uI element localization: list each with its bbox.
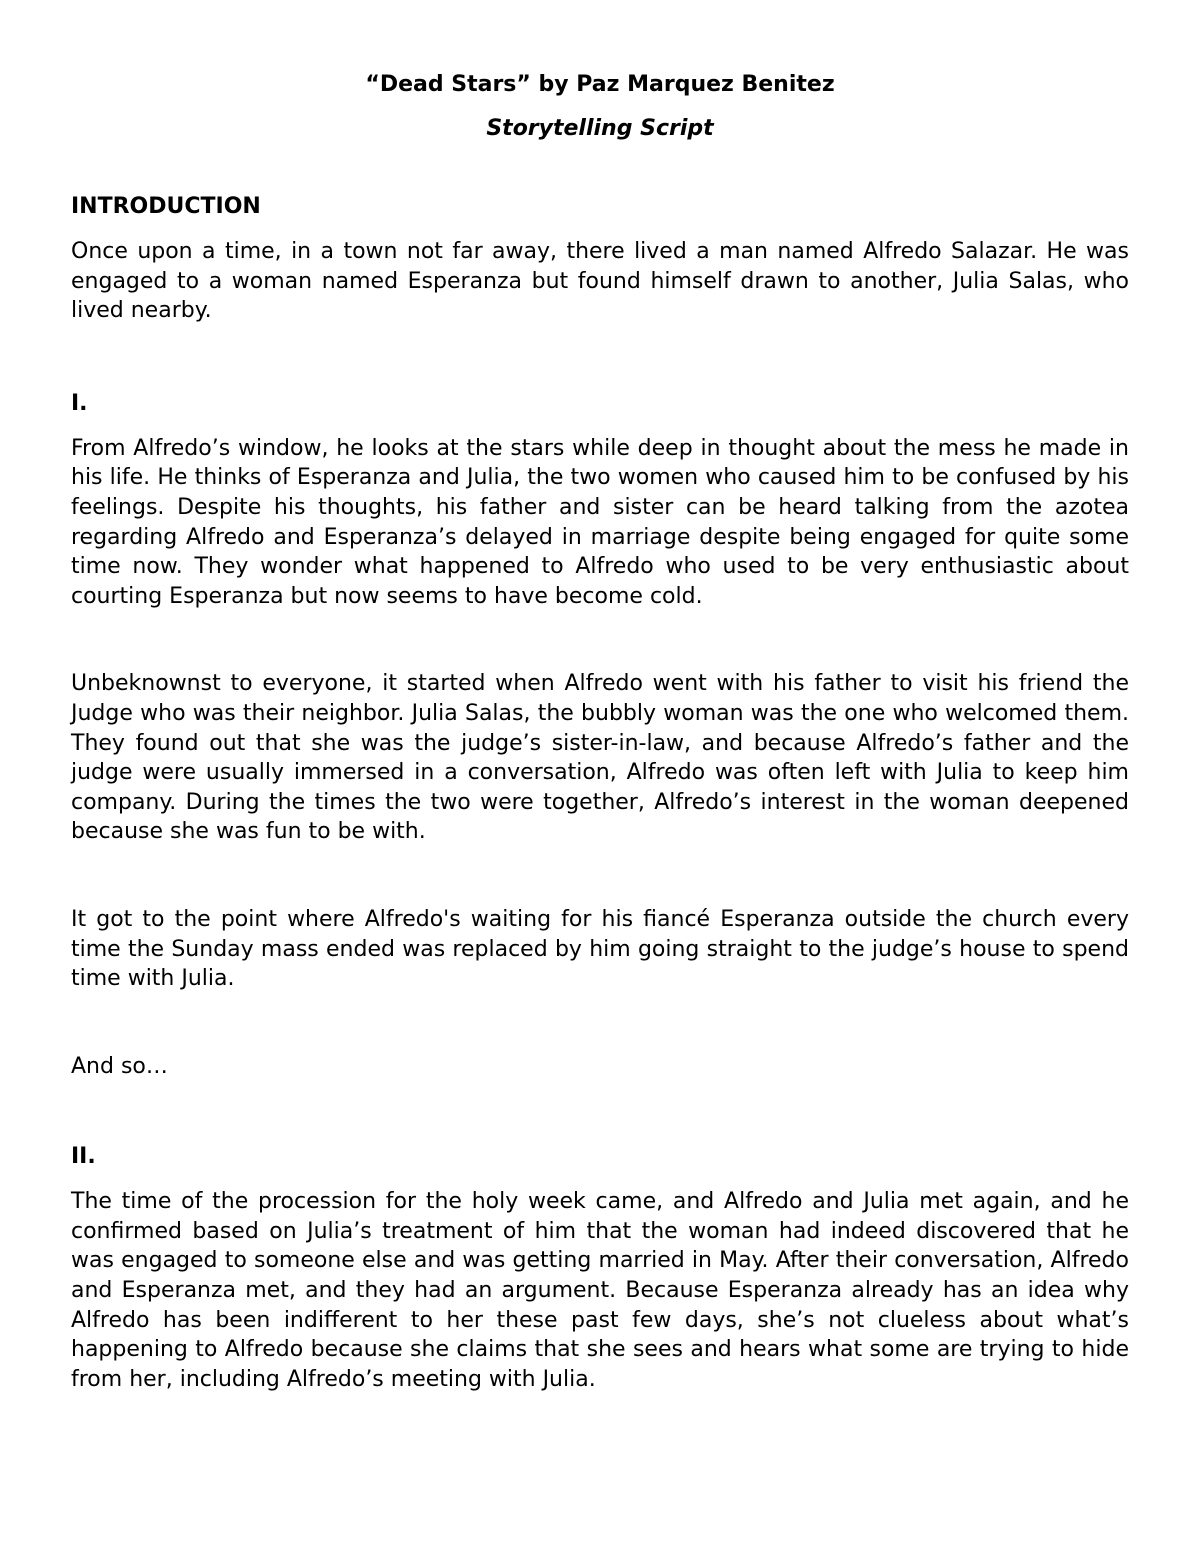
section-1-paragraph-3: It got to the point where Alfredo's waiting for his fiancé Esperanza outside the church every time the Sunday mass ended was replaced by him going straight to the judge’s house to spend time with Julia. — [71, 906, 1129, 992]
document-subtitle: Storytelling Script — [486, 116, 714, 141]
introduction-heading: INTRODUCTION — [71, 194, 261, 219]
section-1-heading: I. — [71, 390, 88, 416]
section-1-paragraph-4: And so… — [71, 1053, 168, 1079]
section-1-paragraph-2: Unbeknownst to everyone, it started when Alfredo went with his father to visit his friend the Judge who was their neighbor. Julia Salas, the bubbly woman was the one who welcomed them. They found out that she was the judge’s sister-in-law, and because Alfredo’s father and the judge were usually immersed in a conversation, Alfredo was often left with Julia to keep him company. During the times the two were together, Alfredo’s interest in the woman deepened because she was fun to be with. — [71, 671, 1129, 845]
section-1-paragraph-1: From Alfredo’s window, he looks at the stars while deep in thought about the mess he made in his life. He thinks of Esperanza and Julia, the two women who caused him to be confused by his feelings. Despite his thoughts, his father and sister can be heard talking from the azotea regarding Alfredo and Esperanza’s delayed in marriage despite being engaged for quite some time now. They wonder what happened to Alfredo who used to be very enthusiastic about courting Esperanza but now seems to have become cold. — [71, 435, 1129, 609]
document-title: “Dead Stars” by Paz Marquez Benitez — [365, 72, 835, 97]
section-2-heading: II. — [71, 1144, 96, 1170]
introduction-paragraph: Once upon a time, in a town not far away, there lived a man named Alfredo Salazar. He was engaged to a woman named Esperanza but found himself drawn to another, Julia Salas, who lived nearby. — [71, 239, 1129, 324]
document-page — [71, 70, 1129, 1394]
section-2-paragraph-1: The time of the procession for the holy week came, and Alfredo and Julia met again, and he confirmed based on Julia’s treatment of him that the woman had indeed discovered that he was engaged to someone else and was getting married in May. After their conversation, Alfredo and Esperanza met, and they had an argument. Because Esperanza already has an idea why Alfredo has been indifferent to her these past few days, she’s not clueless about what’s happening to Alfredo because she claims that she sees and hears what some are trying to hide from her, including Alfredo’s meeting with Julia. — [71, 1189, 1129, 1392]
